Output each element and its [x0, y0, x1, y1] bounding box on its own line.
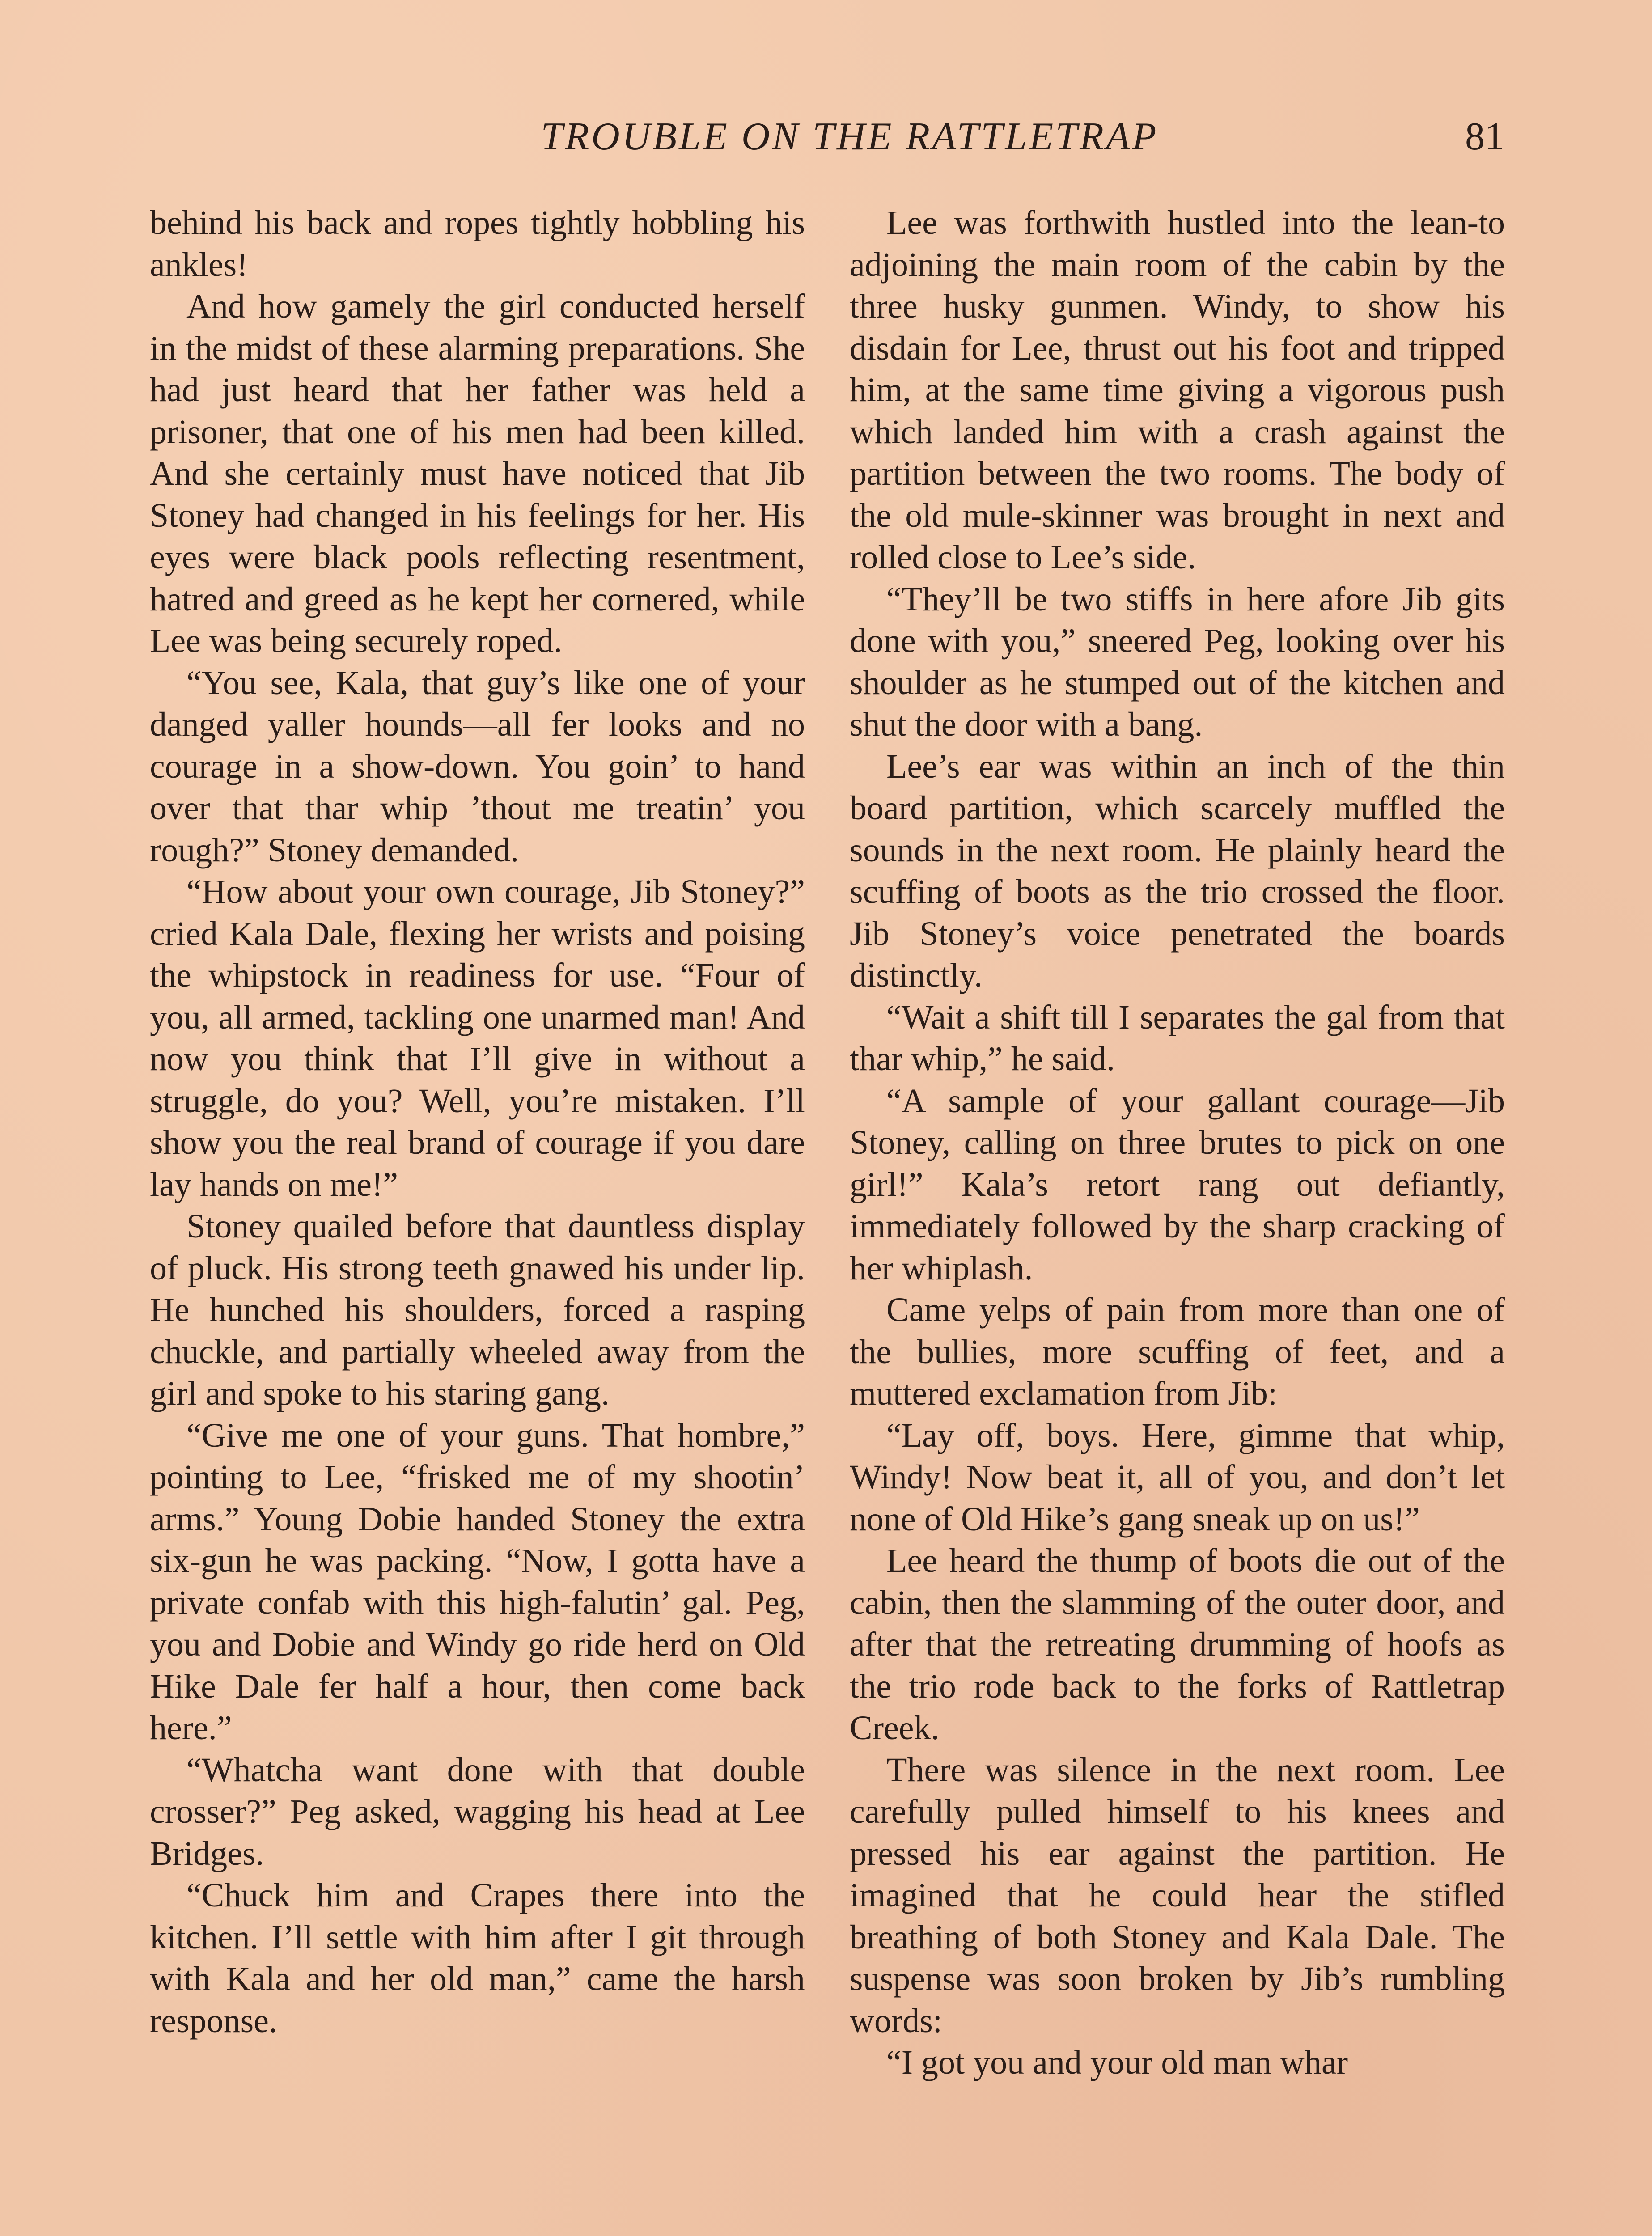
paragraph: “A sample of your gallant courage—Jib Stoney, calling on three brutes to pick on one girl!” Kala’s retort rang out defiantly, immediately followed by the sharp cracking of her whiplash. [850, 1082, 1505, 1287]
paragraph: behind his back and ropes tightly hobbling his ankles! [150, 204, 805, 284]
paragraph: “Lay off, boys. Here, gimme that whip, Windy! Now beat it, all of you, and don’t let none of Old Hike’s gang sneak up on us!” [850, 1416, 1505, 1538]
left-column [150, 202, 805, 2042]
right-column [850, 202, 1505, 2084]
paragraph: “Give me one of your guns. That hombre,” pointing to Lee, “frisked me of my shootin’ arms.” Young Dobie handed Stoney the extra six-gun he was packing. “Now, I gotta have a private confab with this high-falutin’ gal. Peg, you and Dobie and Windy go ride herd on Old Hike Dale fer half a hour, then come back here.” [150, 1416, 805, 1747]
paragraph: “How about your own courage, Jib Stoney?” cried Kala Dale, flexing her wrists and poising the whipstock in readiness for use. “Four of you, all armed, tackling one unarmed man! And now you think that I’ll give in without a struggle, do you? Well, you’re mistaken. I’ll show you the real brand of courage if you dare lay hands on me!” [150, 873, 805, 1203]
paragraph: “Wait a shift till I separates the gal from that thar whip,” he said. [850, 998, 1505, 1078]
paragraph: “I got you and your old man whar [886, 2044, 1348, 2081]
paragraph: There was silence in the next room. Lee carefully pulled himself to his knees and pressed his ear against the partition. He imagined that he could hear the stifled breathing of both Stoney and Kala Dale. The suspense was soon broken by Jib’s rumbling words: [850, 1751, 1505, 2040]
paragraph: “Whatcha want done with that double crosser?” Peg asked, wagging his head at Lee Bridges. [150, 1751, 805, 1872]
paragraph: “Chuck him and Crapes there into the kitchen. I’ll settle with him after I git through with Kala and her old man,” came the harsh response. [150, 1876, 805, 2040]
paragraph: “They’ll be two stiffs in here afore Jib gits done with you,” sneered Peg, looking over his shoulder as he stumped out of the kitchen and shut the door with a bang. [850, 580, 1505, 743]
paragraph: Lee’s ear was within an inch of the thin board partition, which scarcely muffled the sounds in the next room. He plainly heard the scuffing of boots as the trio crossed the floor. Jib Stoney’s voice penetrated the boards distinctly. [850, 747, 1505, 994]
paragraph: And how gamely the girl conducted herself in the midst of these alarming preparations. She had just heard that her father was held a prisoner, that one of his men had been killed. And she certainly must have noticed that Jib Stoney had changed in his feelings for her. His eyes were black pools reflecting resentment, hatred and greed as he kept her cornered, while Lee was being securely roped. [150, 288, 805, 660]
running-title: TROUBLE ON THE RATTLETRAP [541, 115, 1159, 158]
paragraph: Lee was forthwith hustled into the lean-to adjoining the main room of the cabin by the three husky gunmen. Windy, to show his disdain for Lee, thrust out his foot and tripped him, at the same time giving a vigorous push which landed him with a crash against the partition between the two rooms. The body of the old mule-skinner was brought in next and rolled close to Lee’s side. [850, 204, 1505, 576]
paragraph: Lee heard the thump of boots die out of the cabin, then the slamming of the outer door, and after that the retreating drumming of hoofs as the trio rode back to the forks of Rattletrap Creek. [850, 1542, 1505, 1747]
page-number: 81 [1465, 115, 1504, 158]
paragraph: “You see, Kala, that guy’s like one of your danged yaller hounds—all fer looks and no courage in a show-down. You goin’ to hand over that thar whip ’thout me treatin’ you rough?” Stoney demanded. [150, 664, 805, 869]
paragraph: Stoney quailed before that dauntless display of pluck. His strong teeth gnawed his under lip. He hunched his shoulders, forced a rasping chuckle, and partially wheeled away from the girl and spoke to his staring gang. [150, 1207, 805, 1412]
paragraph: Came yelps of pain from more than one of the bullies, more scuffing of feet, and a muttered exclamation from Jib: [850, 1291, 1505, 1412]
